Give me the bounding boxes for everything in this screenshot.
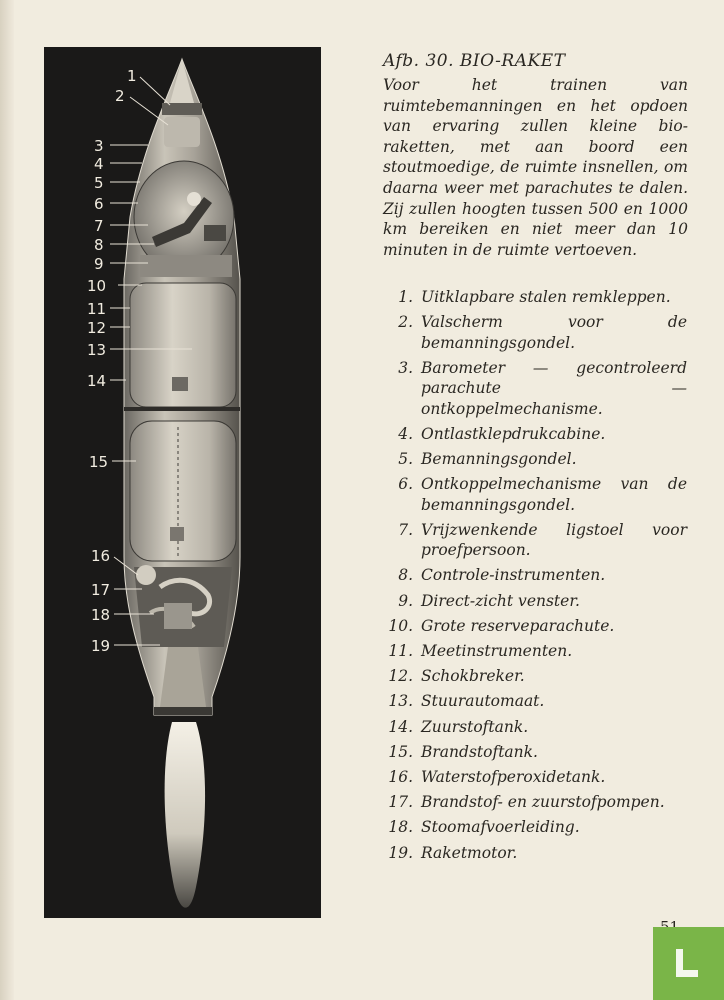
legend-item	[375, 817, 687, 837]
callout-4: 4	[94, 155, 104, 173]
legend-number: 4.	[398, 424, 413, 443]
callout-6: 6	[94, 195, 104, 213]
legend-text: Schokbreker.	[421, 667, 525, 686]
pump-unit	[164, 603, 192, 629]
callout-14: 14	[87, 372, 107, 390]
caption-body: Voor het trainen van ruimtebemanningen en het opdoen van ervaring zullen kleine bio-raketten, met aan boord een stoutmoedige, de ruimte insnellen, om daarna weer met parachutes te dalen. Zij zullen hoogten tussen 500 en 1000 km bereiken en niet meer dan 10 minuten in de ruimte vertoeven.	[383, 76, 688, 259]
legend-number: 7.	[398, 520, 413, 539]
legend-item	[375, 287, 687, 307]
legend-item	[375, 843, 687, 863]
callout-18: 18	[91, 606, 111, 624]
callout-15: 15	[89, 453, 109, 471]
legend-number: 18.	[388, 818, 413, 837]
callout-11: 11	[87, 300, 107, 318]
legend-number: 13.	[388, 692, 413, 711]
legend-number: 16.	[388, 768, 413, 787]
legend-item	[375, 767, 687, 787]
callout-2: 2	[115, 87, 125, 105]
legend-item	[375, 717, 687, 737]
logo-l-icon	[676, 949, 698, 977]
caption-title: Afb. 30. BIO-RAKET	[383, 51, 566, 71]
legend-item	[375, 691, 687, 711]
legend-item	[375, 520, 687, 561]
occupant-head	[187, 192, 201, 206]
callout-10: 10	[87, 277, 107, 295]
rocket-illustration	[44, 47, 321, 918]
rocket-motor	[160, 647, 206, 707]
callout-19: 19	[91, 637, 111, 655]
peroxide-tank	[136, 565, 156, 585]
legend-text: Brandstoftank.	[421, 742, 538, 761]
legend-number: 14.	[388, 717, 413, 736]
legend-item	[375, 616, 687, 636]
callout-7: 7	[94, 217, 104, 235]
legend-number: 15.	[388, 742, 413, 761]
legend-text: Stuurautomaat.	[421, 692, 545, 711]
legend-text: Zuurstoftank.	[421, 717, 529, 736]
legend-number: 19.	[388, 843, 413, 862]
legend-item	[375, 358, 687, 419]
cabin-floor	[140, 255, 232, 277]
exhaust-plume	[165, 722, 205, 908]
caption-block	[383, 50, 688, 260]
legend-number: 10.	[388, 616, 413, 635]
callout-8: 8	[94, 236, 104, 254]
legend-number: 2.	[398, 313, 413, 332]
legend-text: Controle-instrumenten.	[421, 566, 606, 585]
legend-number: 11.	[388, 642, 413, 661]
callout-17: 17	[91, 581, 111, 599]
legend-text: Raketmotor.	[421, 843, 518, 862]
callout-12: 12	[87, 319, 107, 337]
callout-1: 1	[127, 67, 137, 85]
callout-5: 5	[94, 174, 104, 192]
legend-item	[375, 641, 687, 661]
rocket-cutaway-svg	[44, 47, 321, 918]
control-unit	[172, 377, 188, 391]
page-edge	[0, 0, 14, 1000]
legend-number: 12.	[388, 667, 413, 686]
site-watermark-logo	[653, 927, 724, 1000]
parts-legend	[375, 287, 687, 868]
callout-16: 16	[91, 547, 111, 565]
legend-text: Direct-zicht venster.	[421, 591, 580, 610]
legend-item	[375, 449, 687, 469]
legend-item	[375, 591, 687, 611]
legend-text: Barometer — gecontroleerd parachute — ontkoppelmechanisme.	[421, 358, 687, 418]
callout-13: 13	[87, 341, 107, 359]
legend-text: Bemanningsgondel.	[421, 450, 577, 469]
legend-item	[375, 424, 687, 444]
legend-text: Grote reserveparachute.	[421, 616, 615, 635]
legend-number: 9.	[398, 591, 413, 610]
legend-item	[375, 792, 687, 812]
instrument-panel	[204, 225, 226, 241]
callout-9: 9	[94, 255, 104, 273]
legend-text: Valscherm voor de bemanningsgondel.	[421, 313, 687, 352]
legend-item	[375, 312, 687, 353]
legend-number: 17.	[388, 793, 413, 812]
legend-text: Brandstof- en zuurstofpompen.	[421, 793, 665, 812]
legend-number: 3.	[398, 358, 413, 377]
legend-number: 6.	[398, 475, 413, 494]
legend-number: 8.	[398, 566, 413, 585]
legend-number: 5.	[398, 450, 413, 469]
parachute-compartment	[164, 117, 200, 147]
legend-number: 1.	[398, 288, 413, 306]
brake-flaps	[162, 103, 202, 115]
legend-text: Vrijzwenkende ligstoel voor proefpersoon.	[421, 520, 687, 560]
legend-item	[375, 666, 687, 686]
legend-text: Stoomafvoerleiding.	[421, 818, 580, 837]
legend-text: Uitklapbare stalen remkleppen.	[421, 288, 671, 306]
legend-text: Meetinstrumenten.	[421, 642, 573, 661]
legend-item	[375, 742, 687, 762]
legend-item	[375, 565, 687, 585]
legend-text: Waterstofperoxidetank.	[421, 768, 606, 787]
callout-3: 3	[94, 137, 104, 155]
legend-text: Ontkoppelmechanisme van de bemanningsgondel.	[421, 475, 687, 514]
legend-item	[375, 474, 687, 515]
legend-text: Ontlastklepdrukcabine.	[421, 424, 606, 443]
